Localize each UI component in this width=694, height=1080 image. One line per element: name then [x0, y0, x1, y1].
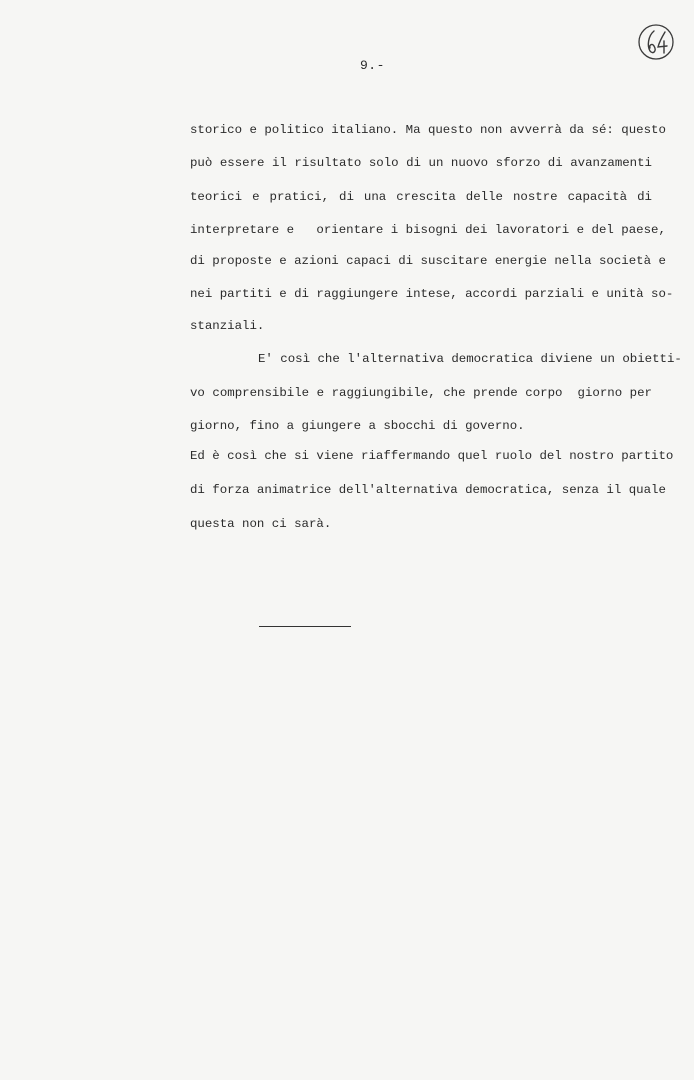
text-line-5: di proposte e azioni capaci di suscitare energie nella società e: [190, 254, 666, 268]
text-line-1: storico e politico italiano. Ma questo non avverrà da sé: questo: [190, 123, 666, 137]
text-line-3: teorici e pratici, di una crescita delle nostre capacità di: [190, 190, 652, 204]
text-line-8: E' così che l'alternativa democratica diviene un obietti-: [258, 352, 682, 366]
handwritten-page-mark: [636, 20, 676, 64]
text-line-7: stanziali.: [190, 319, 265, 333]
text-line-11: Ed è così che si viene riaffermando quel ruolo del nostro partito: [190, 449, 674, 463]
page-number: 9.-: [360, 58, 385, 73]
text-line-10: giorno, fino a giungere a sbocchi di governo.: [190, 419, 525, 433]
text-line-13: questa non ci sarà.: [190, 517, 332, 531]
text-line-6: nei partiti e di raggiungere intese, accordi parziali e unità so-: [190, 287, 674, 301]
text-line-9: vo comprensibile e raggiungibile, che prende corpo giorno per: [190, 386, 652, 400]
closing-rule: [259, 626, 351, 627]
text-line-12: di forza animatrice dell'alternativa democratica, senza il quale: [190, 483, 666, 497]
text-line-2: può essere il risultato solo di un nuovo sforzo di avanzamenti: [190, 156, 652, 170]
text-line-4: interpretare e orientare i bisogni dei lavoratori e del paese,: [190, 223, 666, 237]
